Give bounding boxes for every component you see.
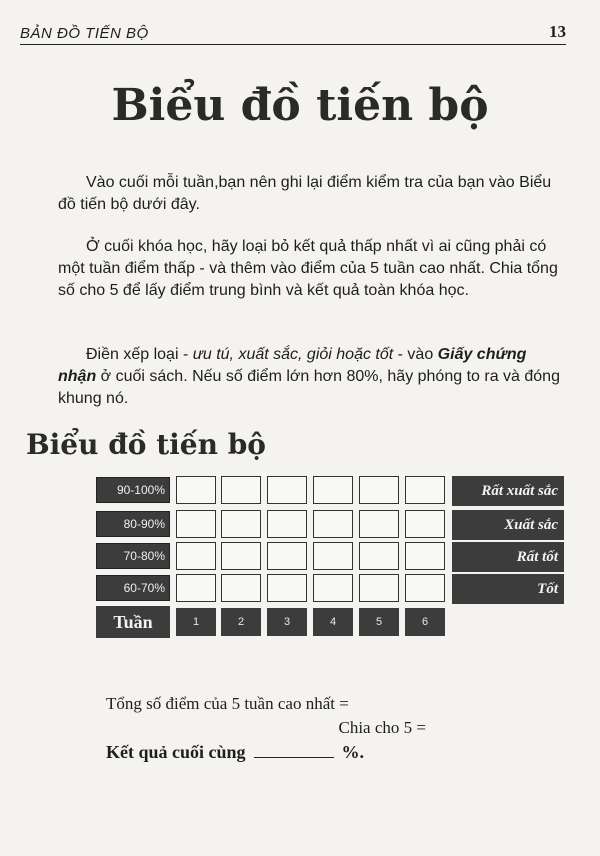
grid-cell-r3-w4[interactable] bbox=[313, 542, 353, 570]
grid-cell-r4-w1[interactable] bbox=[176, 574, 216, 602]
grade-label-3: Rất tốt bbox=[452, 542, 564, 572]
grid-cell-r2-w2[interactable] bbox=[221, 510, 261, 538]
grid-cell-r1-w4[interactable] bbox=[313, 476, 353, 504]
paragraph-1 bbox=[58, 172, 568, 216]
week-label: Tuần bbox=[96, 606, 170, 638]
paragraph-3-part1: Điền xếp loại - bbox=[86, 346, 193, 363]
percent-sign: %. bbox=[341, 742, 365, 762]
summary-result-line bbox=[106, 742, 426, 763]
paragraph-3-part2: - vào bbox=[393, 346, 438, 363]
grid-cell-r3-w6[interactable] bbox=[405, 542, 445, 570]
grid-cell-r4-w5[interactable] bbox=[359, 574, 399, 602]
grid-cell-r1-w2[interactable] bbox=[221, 476, 261, 504]
grid-cell-r2-w3[interactable] bbox=[267, 510, 307, 538]
paragraph-2 bbox=[58, 236, 568, 302]
ratings-text: ưu tú, xuất sắc, giỏi hoặc tốt bbox=[192, 346, 394, 363]
grid-cell-r4-w3[interactable] bbox=[267, 574, 307, 602]
page-title: Biểu đồ tiến bộ bbox=[111, 80, 489, 131]
week-number-3: 3 bbox=[267, 608, 307, 636]
week-number-6: 6 bbox=[405, 608, 445, 636]
week-number-2: 2 bbox=[221, 608, 261, 636]
grid-cell-r3-w5[interactable] bbox=[359, 542, 399, 570]
summary-divide-line: Chia cho 5 = bbox=[338, 718, 426, 737]
grid-cell-r2-w4[interactable] bbox=[313, 510, 353, 538]
paragraph-3 bbox=[58, 344, 568, 410]
grid-cell-r4-w4[interactable] bbox=[313, 574, 353, 602]
paragraph-1-text: Vào cuối mỗi tuần,bạn nên ghi lại điểm kiểm tra của bạn vào Biểu đồ tiến bộ dưới đây. bbox=[58, 174, 552, 213]
page-number: 13 bbox=[549, 22, 566, 41]
grid-cell-r3-w1[interactable] bbox=[176, 542, 216, 570]
row-label-4: 60-70% bbox=[96, 575, 170, 601]
week-number-5: 5 bbox=[359, 608, 399, 636]
row-label-3: 70-80% bbox=[96, 543, 170, 569]
summary-total-line: Tổng số điểm của 5 tuần cao nhất = bbox=[106, 694, 349, 713]
row-label-2: 80-90% bbox=[96, 511, 170, 537]
section-title: Biểu đồ tiến bộ bbox=[26, 428, 266, 461]
grid-cell-r1-w3[interactable] bbox=[267, 476, 307, 504]
grid-cell-r3-w2[interactable] bbox=[221, 542, 261, 570]
grade-label-1: Rất xuất sắc bbox=[452, 476, 564, 506]
grid-cell-r1-w6[interactable] bbox=[405, 476, 445, 504]
result-blank[interactable] bbox=[254, 743, 334, 758]
certificate-text: Giấy chứng nhận bbox=[58, 346, 527, 385]
grid-cell-r2-w5[interactable] bbox=[359, 510, 399, 538]
grid-cell-r1-w1[interactable] bbox=[176, 476, 216, 504]
final-result-label: Kết quả cuối cùng bbox=[106, 742, 246, 762]
grade-label-2: Xuất sắc bbox=[452, 510, 564, 540]
week-number-4: 4 bbox=[313, 608, 353, 636]
row-label-1: 90-100% bbox=[96, 477, 170, 503]
paragraph-3-part3: ở cuối sách. Nếu số điểm lớn hơn 80%, hãy phóng to ra và đóng khung nó. bbox=[58, 368, 560, 407]
grid-cell-r2-w6[interactable] bbox=[405, 510, 445, 538]
grid-cell-r4-w6[interactable] bbox=[405, 574, 445, 602]
header-title: BẢN ĐỒ TIẾN BỘ bbox=[20, 25, 149, 42]
grid-cell-r3-w3[interactable] bbox=[267, 542, 307, 570]
grid-cell-r2-w1[interactable] bbox=[176, 510, 216, 538]
grade-label-4: Tốt bbox=[452, 574, 564, 604]
grid-cell-r1-w5[interactable] bbox=[359, 476, 399, 504]
paragraph-2-text: Ở cuối khóa học, hãy loại bỏ kết quả thấp nhất vì ai cũng phải có một tuần điểm thấp - và thêm vào điểm của 5 tuần cao nhất. Chia tổng số cho 5 để lấy điểm trung bình và kết quả toàn khóa học. bbox=[58, 238, 558, 299]
running-header bbox=[20, 20, 566, 45]
week-number-1: 1 bbox=[176, 608, 216, 636]
progress-chart bbox=[96, 470, 566, 640]
grid-cell-r4-w2[interactable] bbox=[221, 574, 261, 602]
